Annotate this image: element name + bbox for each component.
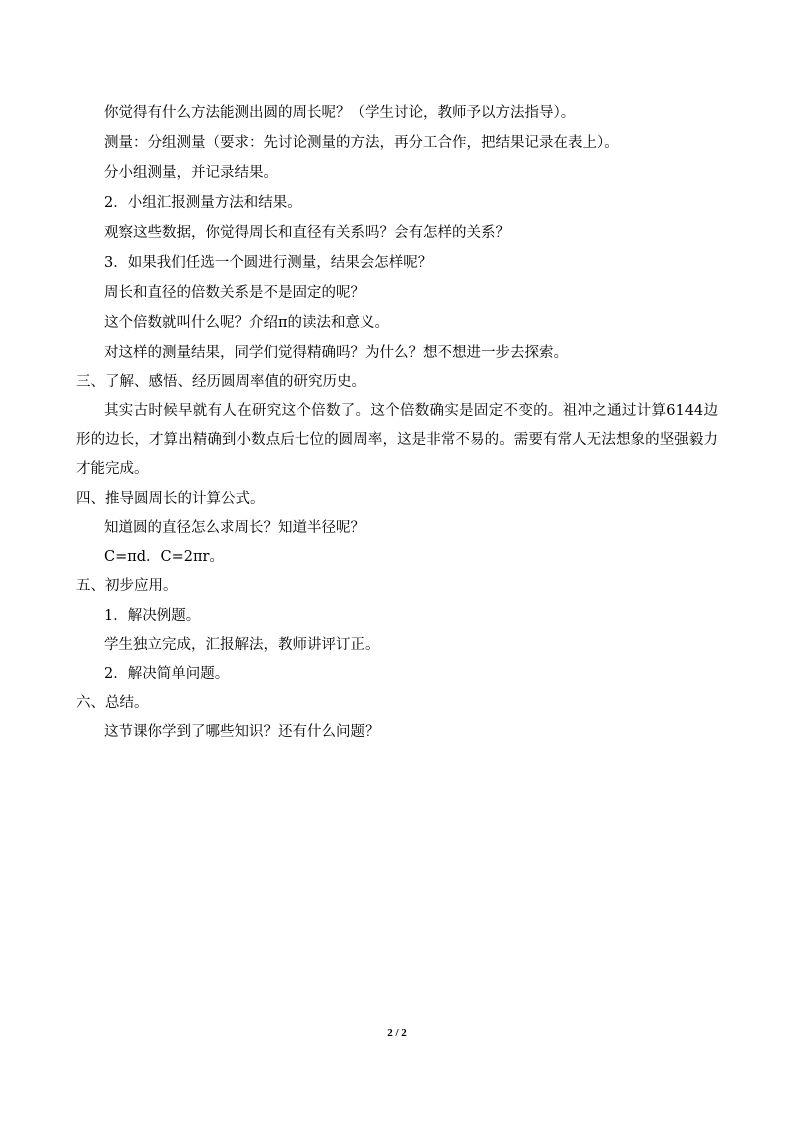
- text-line-record-results: 分小组测量，并记录结果。: [104, 165, 278, 181]
- page-number: 2 / 2: [387, 1027, 407, 1039]
- text-line-observe-data: 观察这些数据，你觉得周长和直径有关系吗？会有怎样的关系？: [104, 225, 510, 241]
- text-line-pi-intro: 这个倍数就叫什么呢？介绍π的读法和意义。: [104, 315, 390, 331]
- text-line-formula: C=πd．C=2πr。: [104, 549, 224, 565]
- text-line-step-3: 3．如果我们任选一个圆进行测量，结果会怎样呢？: [104, 255, 433, 271]
- text-line-group-measure: 测量：分组测量（要求：先讨论测量的方法，再分工合作，把结果记录在表上）。: [104, 135, 619, 151]
- text-line-formula-question: 知道圆的直径怎么求周长？知道半径呢？: [104, 520, 365, 536]
- text-line-step-2: 2．小组汇报测量方法和结果。: [104, 195, 302, 211]
- section-heading-4: 四、推导圆周长的计算公式。: [76, 491, 265, 507]
- paragraph-pi-history: 其实古时候早就有人在研究这个倍数了。这个倍数确实是固定不变的。祖冲之通过计算6144边形的边长，才算出精确到小数点后七位的圆周率，这是非常不易的。需要有常人无法想象的坚强毅力才能完成。: [76, 403, 718, 477]
- text-line-accuracy-question: 对这样的测量结果，同学们觉得精确吗？为什么？想不想进一步去探索。: [104, 345, 568, 361]
- text-line-method-question: 你觉得有什么方法能测出圆的周长呢？（学生讨论，教师予以方法指导）。: [104, 105, 576, 121]
- section-heading-5: 五、初步应用。: [76, 578, 178, 594]
- text-line-step-1-example: 1．解决例题。: [104, 608, 201, 624]
- text-line-summary-question: 这节课你学到了哪些知识？还有什么问题？: [104, 724, 380, 740]
- text-line-step-2-problems: 2．解决简单问题。: [104, 666, 230, 682]
- text-line-independent-work: 学生独立完成，汇报解法，教师讲评订正。: [104, 637, 380, 653]
- text-line-fixed-ratio: 周长和直径的倍数关系是不是固定的呢？: [104, 285, 365, 301]
- section-heading-3: 三、了解、感悟、经历圆周率值的研究历史。: [76, 374, 366, 390]
- section-heading-6: 六、总结。: [76, 695, 149, 711]
